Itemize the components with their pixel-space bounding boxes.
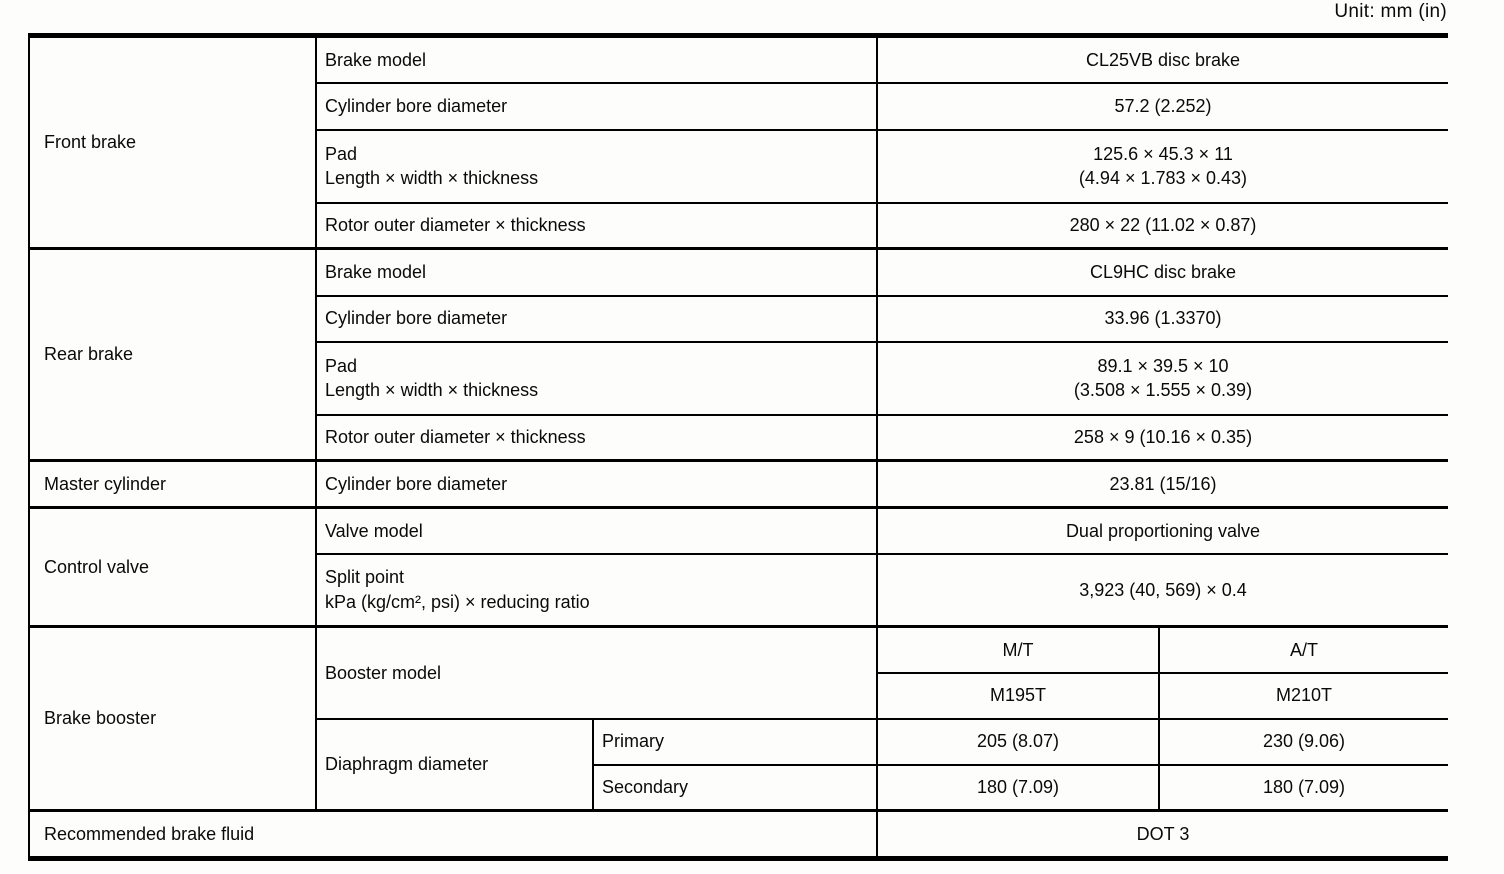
rear-brake-bore-value: 33.96 (1.3370): [877, 296, 1448, 342]
control-valve-model-param: Valve model: [316, 508, 877, 554]
table-row: [29, 508, 1448, 554]
front-brake-pad-value-line1: 125.6 × 45.3 × 11: [1093, 143, 1233, 164]
table-row: [29, 627, 1448, 673]
split-point-param-line1: Split point: [325, 567, 405, 588]
front-brake-pad-value: [877, 130, 1448, 203]
brake-booster-section-label: Brake booster: [29, 627, 316, 811]
front-brake-bore-value: 57.2 (2.252): [877, 83, 1448, 130]
booster-mt-header: M/T: [877, 627, 1159, 673]
front-brake-rotor-value: 280 × 22 (11.02 × 0.87): [877, 203, 1448, 249]
rear-brake-pad-value: [877, 342, 1448, 415]
diaphragm-diameter-param: Diaphragm diameter: [316, 719, 593, 811]
front-brake-model-param: Brake model: [316, 36, 877, 83]
diaphragm-secondary-label: Secondary: [593, 765, 877, 811]
diaphragm-primary-mt-value: 205 (8.07): [877, 719, 1159, 765]
unit-label: Unit: mm (in): [1334, 1, 1447, 22]
rear-brake-rotor-value: 258 × 9 (10.16 × 0.35): [877, 415, 1448, 461]
booster-at-model-value: M210T: [1159, 673, 1448, 719]
brake-fluid-label: Recommended brake fluid: [29, 811, 877, 859]
rear-brake-rotor-param: Rotor outer diameter × thickness: [316, 415, 877, 461]
diaphragm-primary-label: Primary: [593, 719, 877, 765]
rear-brake-bore-param: Cylinder bore diameter: [316, 296, 877, 342]
diaphragm-primary-at-value: 230 (9.06): [1159, 719, 1448, 765]
table-row: [29, 461, 1448, 508]
rear-brake-pad-param-line2: Length × width × thickness: [325, 380, 539, 400]
front-brake-pad-param-line2: Length × width × thickness: [325, 168, 539, 188]
front-brake-bore-param: Cylinder bore diameter: [316, 83, 877, 130]
master-cylinder-bore-value: 23.81 (15/16): [877, 461, 1448, 508]
master-cylinder-section-label: Master cylinder: [29, 461, 316, 508]
front-brake-model-value: CL25VB disc brake: [877, 36, 1448, 83]
control-valve-section-label: Control valve: [29, 508, 316, 627]
rear-brake-pad-value-line2: (3.508 × 1.555 × 0.39): [1073, 380, 1253, 400]
rear-brake-pad-param-line1: Pad: [325, 355, 358, 376]
control-valve-model-value: Dual proportioning valve: [877, 508, 1448, 554]
control-valve-split-point-param: [316, 554, 877, 627]
master-cylinder-bore-param: Cylinder bore diameter: [316, 461, 877, 508]
split-point-param-line2: kPa (kg/cm², psi) × reducing ratio: [325, 591, 590, 612]
front-brake-rotor-param: Rotor outer diameter × thickness: [316, 203, 877, 249]
brake-fluid-value: DOT 3: [877, 811, 1448, 859]
booster-model-param: Booster model: [316, 627, 877, 719]
rear-brake-section-label: Rear brake: [29, 249, 316, 461]
rear-brake-pad-value-line1: 89.1 × 39.5 × 10: [1097, 355, 1229, 376]
front-brake-pad-param-line1: Pad: [325, 143, 358, 164]
front-brake-pad-param: [316, 130, 877, 203]
brake-specifications-table: [28, 33, 1448, 861]
booster-mt-model-value: M195T: [877, 673, 1159, 719]
booster-at-header: A/T: [1159, 627, 1448, 673]
control-valve-split-point-value: 3,923 (40, 569) × 0.4: [877, 554, 1448, 627]
diaphragm-secondary-at-value: 180 (7.09): [1159, 765, 1448, 811]
rear-brake-model-param: Brake model: [316, 249, 877, 296]
table-row: [29, 811, 1448, 859]
rear-brake-pad-param: [316, 342, 877, 415]
diaphragm-secondary-mt-value: 180 (7.09): [877, 765, 1159, 811]
rear-brake-model-value: CL9HC disc brake: [877, 249, 1448, 296]
table-row: [29, 249, 1448, 296]
table-row: [29, 36, 1448, 83]
front-brake-pad-value-line2: (4.94 × 1.783 × 0.43): [1078, 168, 1248, 188]
front-brake-section-label: Front brake: [29, 36, 316, 249]
